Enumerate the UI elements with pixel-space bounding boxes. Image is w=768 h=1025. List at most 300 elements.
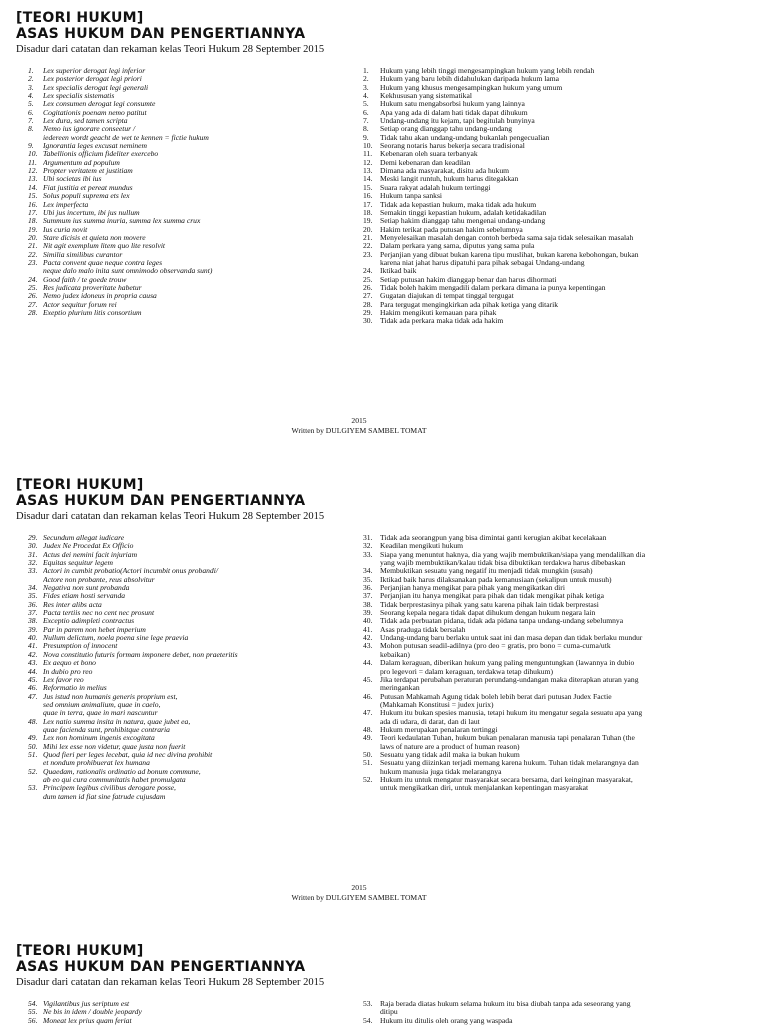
list-item [363,284,703,292]
list-item [363,159,703,167]
list-item-number: 45. [363,674,373,684]
list-item [363,734,703,742]
list-item-text: Undang-undang baru berlaku untuk saat ini dan masa depan dan tidak berlaku mundur [380,634,643,643]
list-item-number: 31. [28,549,38,559]
list-item [28,167,358,175]
list-item-text: Dalam keraguan, diberikan hukum yang paling menguntungkan (lawannya in dubio [380,659,635,668]
list-item [28,1000,358,1008]
list-item [363,317,703,325]
list-item-text: Judex Ne Procedat Ex Officio [43,542,134,551]
list-item-text: Hukum merupakan penalaran tertinggi [380,725,498,734]
list-item-text: kebaikan) [380,650,410,659]
list-item-number: 29. [363,307,373,317]
list-item-number: 9. [363,132,369,142]
list-item-text: neque dalo malo inita sunt omnimodo observanda sunt) [43,267,213,276]
list-item [363,267,703,275]
list-item-text: Lex imperfecta [43,200,89,209]
list-item [28,109,358,117]
list-item-number: 38. [28,616,38,626]
list-item [28,726,358,734]
list-item-text: Presumption of innocent [43,642,118,651]
list-item [363,759,703,767]
list-item-text: Semakin tinggi kepastian hukum, adalah ketidakadilan [380,208,547,217]
list-item-number: 29. [28,533,38,542]
list-item-text: Hakim mengikuti kemauan para pihak [380,308,497,317]
list-item-number: 10. [363,141,373,151]
list-item-number: 20. [28,232,38,242]
list-item-text: Par in parem non hebet imperium [43,625,146,634]
list-item [363,309,703,317]
list-item [28,601,358,609]
footer-author: Written by DULGIYEM SAMBEL TOMAT [291,893,427,902]
list-item-number: 46. [28,683,38,693]
list-item [28,668,358,676]
list-item [363,125,703,133]
list-item [28,100,358,108]
list-item-number: 37. [363,591,373,601]
list-item-number: 53. [363,999,373,1008]
list-item-text: ab eo qui cura communitatis habet promulgata [43,775,186,784]
list-item-text: Ius curia novit [43,225,88,234]
list-item-number: 35. [28,591,38,601]
list-item [363,109,703,117]
list-item-text: Hukum tanpa sanksi [380,192,443,201]
list-item [363,134,703,142]
doc-title: ASAS HUKUM DAN PENGERTIANNYA [16,959,306,975]
list-item [363,75,703,83]
list-item-text: ada di udara, di darat, dan di laut [380,717,480,726]
list-item-text: Tidak berprestasinya pihak yang satu karena pihak lain tidak berprestasi [380,600,599,609]
list-item-number: 34. [363,566,373,576]
list-item [28,793,358,801]
list-item [28,276,358,284]
list-item-text: et nondum prohibuerat lex humana [43,759,150,768]
page-1 [0,10,768,326]
list-item-number: 13. [363,166,373,176]
list-item [363,1008,703,1016]
list-item-number: 37. [28,608,38,618]
list-item-number: 25. [28,282,38,292]
list-item-number: 16. [363,191,373,201]
list-item-text: Dimana ada masyarakat, disitu ada hukum [380,167,510,176]
list-item [363,142,703,150]
list-item-number: 2. [363,74,369,84]
list-item [363,684,703,692]
list-item-number: 49. [28,733,38,743]
list-item-text: In dubio pro reo [43,667,93,676]
list-item-number: 40. [28,633,38,643]
list-item-text: Asas praduga tidak bersalah [380,625,466,634]
list-item [28,693,358,701]
list-item-text: Hukum itu untuk mengatur masyarakat secara bersama, dari keinginan masyarakat, [380,775,633,784]
list-item [363,301,703,309]
list-item-number: 26. [363,282,373,292]
list-item-text: sed omnium animalium, quae in caelo, [43,700,161,709]
list-item-text: Nemo judex idoneus in propria causa [43,292,157,301]
list-item-number: 43. [28,658,38,668]
list-item [28,642,358,650]
list-item [363,576,703,584]
list-item [28,609,358,617]
list-item-number: 41. [363,624,373,634]
list-item-number: 43. [363,641,373,651]
doc-title: ASAS HUKUM DAN PENGERTIANNYA [16,26,306,42]
list-item-text: Setiap putusan hakim dianggap benar dan harus dihormati [380,275,557,284]
list-item-text: (Mahkamah Konstitusi = judex jurix) [380,700,494,709]
list-item-number: 52. [363,774,373,784]
list-item-text: Apa yang ada di dalam hati tidak dapat dihukum [380,108,528,117]
list-item-number [28,793,43,801]
list-item-number [363,784,380,792]
list-item [363,626,703,634]
list-item-number: 18. [28,216,38,226]
list-item [363,167,703,175]
list-item-text: Lex superior derogat legi inferior [43,67,146,75]
list-item [28,267,358,275]
list-item-text: Reformatio in melius [43,684,107,693]
list-item-text: Actor sequitur forum rei [43,300,117,309]
list-item-text: Perjanjian hanya mengikat para pihak yang mengikatkan diri [380,584,565,593]
list-item [363,751,703,759]
list-item-number: 1. [28,66,34,75]
list-item [363,768,703,776]
list-item [28,217,358,225]
list-item [28,701,358,709]
list-item [28,242,358,250]
list-item [28,226,358,234]
list-item-text: untuk mengikatkan diri, untuk menjalankan kepentingan masyarakat [380,784,589,793]
page-3 [0,943,768,1025]
list-item-text: Setiap orang dianggap tahu undang-undang [380,125,513,134]
list-item-number: 12. [363,157,373,167]
list-item [28,67,358,75]
list-item-number: 35. [363,574,373,584]
list-item [28,567,358,575]
list-item-text: Iktikad baik harus dilaksanakan pada kemanusiaan (sekalipun untuk musuh) [380,575,612,584]
list-item [363,559,703,567]
list-item-text: Ex aequo et bono [43,659,96,668]
list-item [28,676,358,684]
list-item-number: 30. [28,541,38,551]
list-item [28,734,358,742]
list-item-text: Hukum itu ditulis oleh orang yang waspada [380,1016,513,1025]
list-item-text: Lex specialis sistematis [43,92,115,101]
list-item-text: Teori kedaulatan Tuhan, hukum bukan penalaran manusia tapi penalaran Tuhan (the [380,734,635,743]
list-item-number: 44. [363,658,373,668]
list-item-text: Pacta convent quae neque contra leges [43,258,163,267]
list-item-number: 38. [363,599,373,609]
list-item [363,117,703,125]
list-item [28,284,358,292]
list-item-text: Cogitationis poenam nemo patitut [43,108,147,117]
list-item [28,576,358,584]
list-item-text: Hukum yang baru lebih didahulukan daripada hukum lama [380,75,560,84]
list-item-number: 42. [363,633,373,643]
list-item [363,659,703,667]
list-item-text: Vigilantibus jus seriptum est [43,1000,130,1008]
doc-category: [TEORI HUKUM] [16,943,144,959]
list-item-text: Perjanjian yang dibuat bukan karena tipu muslihat, bukan karena kebohongan, bukan [380,250,639,259]
list-item-text: Sesuatu yang diizinkan terjadi memang karena hukum. Tuhan tidak melarangnya dan [380,759,639,768]
list-item-text: Setiap hakim dianggap tahu mengenai undang-undang [380,217,546,226]
list-item [363,1000,703,1008]
list-item [28,150,358,158]
list-item-text: dum tamen id fiat sine fatrude cujusdam [43,792,166,801]
list-item-number: 10. [28,149,38,159]
list-item [363,100,703,108]
list-item-number: 4. [363,91,369,101]
list-item-text: karena niat jahat harus dipatuhi para pihak sebagai Undang-undang [380,258,585,267]
list-item-text: Equitas sequitur legem [43,559,114,568]
list-item [28,776,358,784]
list-item [28,134,358,142]
list-item [363,276,703,284]
list-item [363,150,703,158]
list-item-text: Membuktikan sesuatu yang negatif itu menjadi tidak mungkin (susah) [380,567,593,576]
list-item-text: Iktikad baik [380,267,417,276]
list-item [28,651,358,659]
list-item-text: Res judicata proveritate habetur [43,283,142,292]
list-item-number: 24. [28,274,38,284]
list-item [363,84,703,92]
list-item-text: Raja berada diatas hukum selama hukum itu bisa diubah tanpa ada seseorang yang [380,1000,631,1008]
list-item [363,542,703,550]
list-item [28,551,358,559]
list-item-number: 56. [28,1015,38,1025]
list-item-number: 47. [363,708,373,718]
list-item-number: 19. [28,224,38,234]
list-item-number: 16. [28,199,38,209]
list-item-number: 48. [28,716,38,726]
list-item-number: 9. [28,141,34,151]
list-item-text: iedereen wordt geacht de wet te kennen = fictie hukum [43,133,209,142]
list-item-text: Tabellionis officium fideliter exercebo [43,150,159,159]
list-item-text: Hukum satu mengabsorbsi hukum yang lainnya [380,100,525,109]
list-item [363,201,703,209]
list-item [363,784,703,792]
list-item [363,718,703,726]
list-item-number: 23. [363,249,373,259]
list-item [28,84,358,92]
list-item-number: 20. [363,224,373,234]
list-item [28,759,358,767]
list-item-text: Propter veritatem et justitiam [43,167,133,176]
list-item-number: 21. [28,241,38,251]
list-item-number: 27. [28,299,38,309]
list-item-text: Seorang kepala negara tidak dapat dihukum dengan hukum negara lain [380,609,596,618]
list-item [28,743,358,751]
list-item-number: 1. [363,66,369,75]
list-item [28,292,358,300]
list-item-number: 8. [28,124,34,134]
list-item-text: Moneat lex prius quam feriat [43,1016,132,1025]
list-item-text: Similia similibus curantor [43,250,123,259]
list-item-number: 11. [363,149,373,159]
list-item-number: 26. [28,291,38,301]
page-2-footer [0,883,718,903]
list-item-text: Lex natio summa insita in natura, quae jubet ea, [43,717,191,726]
list-item-text: ditipu [380,1008,398,1017]
list-item [28,142,358,150]
list-item-number: 39. [28,624,38,634]
list-item-text: Fiat justitia et pereat mundus [43,183,133,192]
doc-subtitle: Disadur dari catatan dan rekaman kelas Teori Hukum 28 September 2015 [16,511,325,522]
list-item-number: 33. [28,566,38,576]
list-item-text: Summum ius summa inuria, summa lex summa crux [43,217,201,226]
list-item-text: Exeptio plurium litis consortium [43,308,142,317]
list-item-number: 28. [28,307,38,317]
list-item [363,676,703,684]
list-item-number: 42. [28,649,38,659]
list-item [363,217,703,225]
list-item-number: 22. [28,249,38,259]
list-item-text: Actore non probante, reus absolvitur [43,575,155,584]
list-item-number: 11. [28,157,37,167]
list-item [363,259,703,267]
list-item-text: Res inter alibs acta [43,600,102,609]
list-item-number: 6. [28,107,34,117]
list-item-text: quae in terra, quae in mari nascuntur [43,709,158,718]
list-item-text: Sesuatu yang tidak adil maka ia bukan hukum [380,750,520,759]
list-item [28,192,358,200]
list-item [28,301,358,309]
list-item [363,209,703,217]
list-item [363,776,703,784]
list-item [28,209,358,217]
list-item-text: Tidak ada perbuatan pidana, tidak ada pidana tanpa undang-undang sebelumnya [380,617,624,626]
list-item-text: Mihi lex esse non videtur, quae justa non fuerit [43,742,186,751]
list-item-text: Tidak ada kepastian hukum, maka tidak ada hukum [380,200,537,209]
list-item-number: 36. [363,583,373,593]
footer-year: 2015 [351,883,367,892]
list-item [363,743,703,751]
list-item-number: 6. [363,107,369,117]
footer-year: 2015 [351,416,367,425]
list-item [28,684,358,692]
list-item-number: 7. [28,116,34,126]
list-item-number: 53. [28,783,38,793]
list-item-text: Solus populi suprema ets lex [43,192,130,201]
list-item [363,551,703,559]
list-item-text: Meski langit runtuh, hukum harus ditegakkan [380,175,519,184]
list-item-text: pro legevori = dalam keraguan, terdakwa tetap dihukum) [380,667,553,676]
list-item-text: Hukum yang lebih tinggi mengesampingkan hukum yang lebih rendah [380,67,595,75]
list-item-text: Good faith / te goede trouw [43,275,127,284]
list-item-number: 14. [363,174,373,184]
list-item-number: 44. [28,666,38,676]
list-item-number: 41. [28,641,38,651]
list-item-number: 32. [363,541,373,551]
doc-title: ASAS HUKUM DAN PENGERTIANNYA [16,493,306,509]
list-item-number: 54. [28,999,38,1008]
list-item-number: 25. [363,274,373,284]
list-item-text: Hukum yang khusus mengesampingkan hukum yang umum [380,83,563,92]
list-item-number: 47. [28,691,38,701]
list-item-text: Tidak boleh hakim mengadili dalam perkara dimana ia punya kepentingan [380,283,606,292]
list-item-text: Putusan Mahkamah Agung tidak boleh lebih berat dari putusan Judex Factie [380,692,612,701]
list-item-text: Lex non hominum ingenis excogitata [43,734,155,743]
list-item [28,251,358,259]
list-item [363,234,703,242]
list-item-text: Quod fieri per leges lecebat, quia id nec divina prohibit [43,750,213,759]
footer-author: Written by DULGIYEM SAMBEL TOMAT [291,426,427,435]
list-item-number: 15. [28,191,38,201]
list-item-number: 18. [363,207,373,217]
list-item-number: 14. [28,182,38,192]
list-item-text: Jus istud non humanis generis proprium est, [43,692,178,701]
list-item-number: 19. [363,216,373,226]
list-item [28,259,358,267]
list-item [28,1008,358,1016]
list-item [363,617,703,625]
list-item-number: 30. [363,316,373,326]
list-item-number: 45. [28,674,38,684]
list-item [28,534,358,542]
list-item [28,584,358,592]
list-item-number: 33. [363,549,373,559]
list-item-text: Nullum delictum, noela poena sine lege praevia [43,634,189,643]
list-item-number: 15. [363,182,373,192]
list-item-number: 39. [363,608,373,618]
list-item [363,292,703,300]
list-item-text: Tidak ada perkara maka tidak ada hakim [380,317,504,326]
list-item-number: 23. [28,257,38,267]
list-item [28,309,358,317]
page-1-footer [0,416,718,436]
list-item-text: Siapa yang menuntut haknya, dia yang wajib membuktikan/siapa yang mendalilkan dia [380,550,646,559]
list-item [28,92,358,100]
list-item [363,651,703,659]
list-item-number: 7. [363,116,369,126]
doc-subtitle: Disadur dari catatan dan rekaman kelas Teori Hukum 28 September 2015 [16,977,325,988]
list-item-text: hukum manusia juga tidak melarangnya [380,767,502,776]
list-item-text: Principem legibus civilibus derogare posse, [43,784,176,793]
list-item [363,534,703,542]
list-item-text: Gugatan diajukan di tempat tinggal tergugat [380,292,514,301]
list-item-text: Fides etiam hosti servanda [43,592,126,601]
list-item-text: Lex consumen derogat legi consumte [43,100,156,109]
list-item-number: 52. [28,766,38,776]
list-item-number: 21. [363,232,373,242]
list-item [28,626,358,634]
list-item [363,226,703,234]
list-item [363,601,703,609]
list-item-text: Menyelesaikan masalah dengan contoh berbeda sama saja tidak selesaikan masalah [380,233,634,242]
list-item-text: Kekhususan yang sistematikal [380,92,472,101]
list-item-text: Stare dicisis et quieta non movere [43,233,146,242]
list-item [363,668,703,676]
list-item [28,768,358,776]
doc-category: [TEORI HUKUM] [16,10,144,26]
list-item-text: Nemo ius ignorare conseetur / [43,125,136,134]
list-item-number: 3. [363,82,369,92]
latin-list [28,67,358,317]
list-item-number: 54. [363,1015,373,1025]
list-item-number: 36. [28,599,38,609]
list-item [28,542,358,550]
list-item-number: 55. [28,1007,38,1017]
list-item-text: Suara rakyat adalah hukum tertinggi [380,183,491,192]
list-item-number: 50. [28,741,38,751]
list-item-text: Jika terdapat perubahan peraturan perundang-undangan maka diterapkan aturan yang [380,675,639,684]
list-item [28,234,358,242]
list-item-number: 17. [363,199,373,209]
list-item-number: 49. [363,733,373,743]
list-item-text: Nit agit exemplum litem quo lite resolvit [43,242,166,251]
list-item-text: Actori in cumbit probatio(Actori incumbit onus probandi/ [43,567,218,576]
list-item [363,701,703,709]
list-item-text: Exceptio adimpleti contractus [43,617,135,626]
